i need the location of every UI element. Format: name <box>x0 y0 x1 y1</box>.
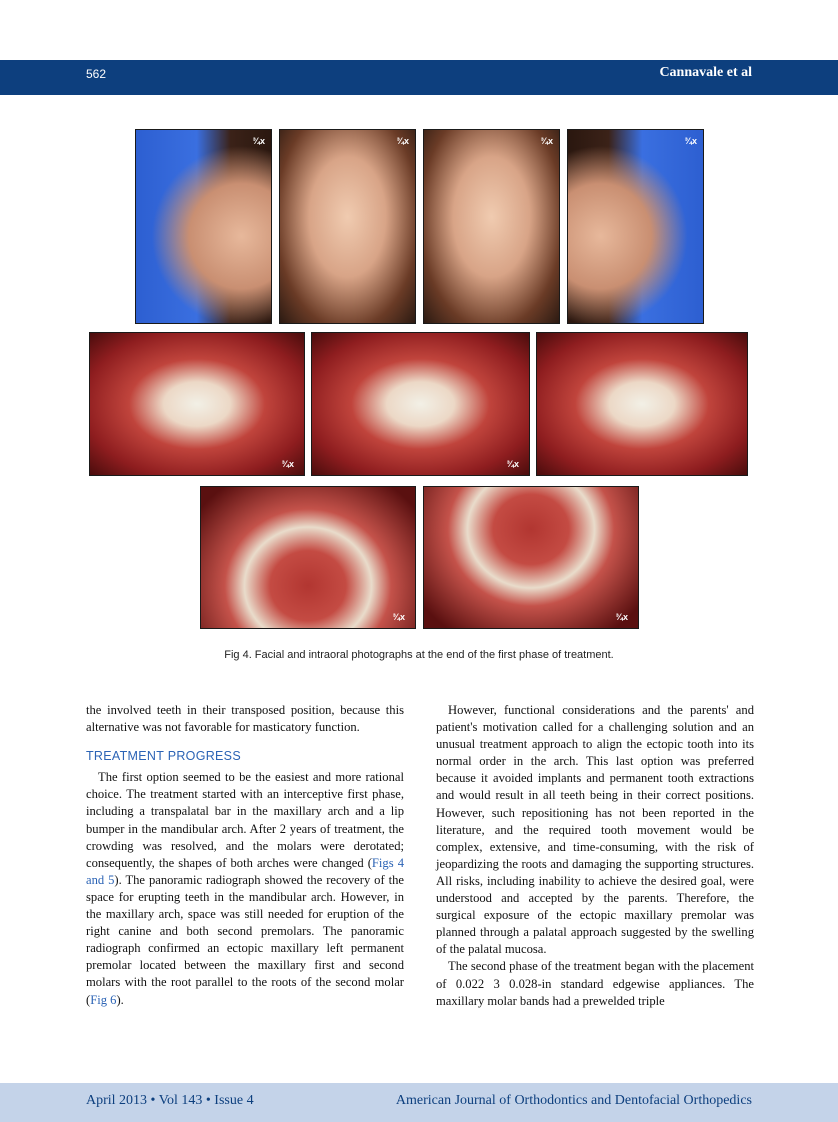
page-footer <box>0 1083 838 1122</box>
section-heading: TREATMENT PROGRESS <box>86 749 241 764</box>
scale-mark: ¾x <box>281 459 294 469</box>
facial-photo-right-profile <box>135 129 272 324</box>
intraoral-photo-left-lateral <box>536 332 748 476</box>
scale-mark: ¾x <box>506 459 519 469</box>
occlusal-photo-mandibular <box>423 486 639 629</box>
left-column <box>86 702 404 1009</box>
page-header <box>0 60 838 95</box>
scale-mark: ¾x <box>392 612 405 622</box>
facial-photo-smiling <box>279 129 416 324</box>
running-author: Cannavale et al <box>659 65 752 80</box>
journal-name: American Journal of Orthodontics and Dentofacial Orthopedics <box>395 1093 752 1108</box>
intraoral-photo-right-lateral <box>89 332 305 476</box>
right-column <box>436 702 754 1010</box>
paragraph: However, functional considerations and the parents' and patient's motivation called for a challenging solution and an unusual treatment approach to align the ectopic tooth into its normal order in the arch. This last option was preferred because it avoided implants and permanent tooth extractions and would result in all teeth being in their correct positions. However, such repositioning has not been reported in the literature, and the required tooth movement would be complex, extensive, and time-consuming, with the risk of jeopardizing the roots and damaging the supporting structures. All risks, including inability to achieve the desired goal, were understood and accepted by the parents. Therefore, the surgical exposure of the ectopic maxillary premolar was planned through a palatal approach suggested by the swelling of the palatal mucosa. <box>436 703 754 957</box>
scale-mark: ¾x <box>615 612 628 622</box>
paragraph-text: ). The panoramic radiograph showed the recovery of the space for erupting teeth in the mandibular arch. However, in the maxillary arch, space was still needed for eruption of the right canine and both second premolars. The panoramic radiograph confirmed an ectopic maxillary left permanent premolar located between the maxillary first and second molars with the root parallel to the roots of the second molar ( <box>86 872 404 1007</box>
paragraph-text: The first option seemed to be the easiest and more rational choice. The treatment started with an interceptive first phase, including a transpalatal bar in the maxillary arch and a lip bumper in the mandibular arch. After 2 years of treatment, the crowding was resolved, and the molars were derotated; consequently, the shapes of both arches were changed ( <box>86 770 404 870</box>
paragraph-text: ). <box>116 992 124 1007</box>
scale-mark: ¾x <box>252 136 265 146</box>
scale-mark: ¾x <box>684 136 697 146</box>
paragraph: the involved teeth in their transposed position, because this alternative was not favorable for masticatory function. <box>86 703 404 735</box>
figure-reference-link[interactable]: Figs 4 and 5 <box>86 855 404 887</box>
paragraph: The second phase of the treatment began with the placement of 0.022 3 0.028-in standard edgewise appliances. The maxillary molar bands had a prewelded triple <box>436 959 754 1008</box>
figure-reference-link[interactable]: Fig 6 <box>90 992 117 1007</box>
scale-mark: ¾x <box>540 136 553 146</box>
intraoral-photo-frontal <box>311 332 530 476</box>
scale-mark: ¾x <box>396 136 409 146</box>
facial-photo-left-profile <box>567 129 704 324</box>
issue-info: April 2013 • Vol 143 • Issue 4 <box>86 1093 254 1108</box>
occlusal-photo-maxillary <box>200 486 416 629</box>
paragraph <box>86 769 404 1008</box>
page-number: 562 <box>86 67 107 81</box>
facial-photo-frontal <box>423 129 560 324</box>
figure-caption: Fig 4. Facial and intraoral photographs at the end of the first phase of treatment. <box>224 649 614 661</box>
